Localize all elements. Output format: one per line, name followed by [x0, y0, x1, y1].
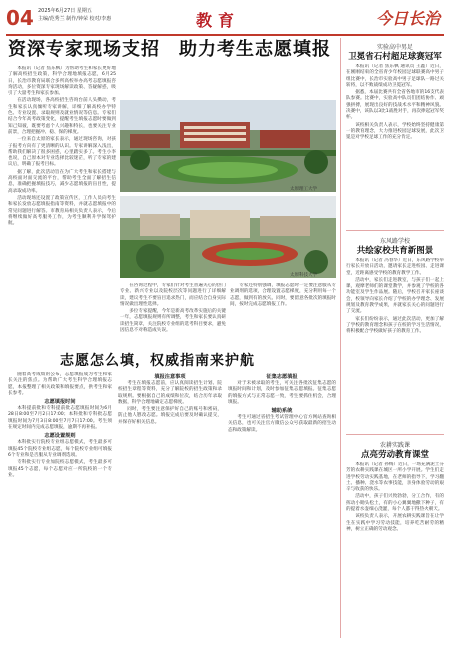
sidebar-paragraph: 该校相关负责人表示，学校始终坚持健康第一的教育理念，大力推进校园足球发展，此次卫冕是对学校足球工作的充分肯定。 [346, 122, 444, 141]
article1-paragraph: 在咨询过程中，专家们针对考生普遍关心的热门专业、新兴专业以及院校层次等问题进行了详细解读，建议考生不要盲目追求热门，而应结合自身实际情况做出理性选择。 [120, 283, 226, 307]
masthead-rule [6, 34, 444, 36]
article1-paragraph: 专家还特别强调，填报志愿时一定要注意服从专业调剂的选项，合理设置志愿梯度，充分利用每一个志愿，做到有的放矢。同时，要留意各批次的填报时间，按时完成志愿填报工作。 [230, 283, 336, 307]
sidebar-paragraph: 本报讯（记者 孙梅）近日，一场充满泥土芬芳的农耕实践课在城区一所小学开展。学生们走进学校劳动实践基地，在老师的指导下，学习翻土、播种、浇水等农事技能，亲身体验劳动的艰辛与收获的快乐。 [346, 462, 444, 493]
editor-line: 主编/范秀兰 制作/钟荣 校对/李惠 [38, 16, 112, 22]
article1-column2 [120, 283, 226, 339]
sidebar-kicker-3: 农耕实践课 [379, 442, 410, 449]
article2-intro: 随着高考成绩的公布，志愿填报成为考生和家长关注的焦点。为帮助广大考生科学合理填报志愿，本报整理了相关政策和填报要点，供考生和家长参考。 [8, 372, 112, 396]
sidebar-title-3: 点亮劳动教育课堂 [360, 450, 429, 460]
article1-column1 [8, 66, 116, 338]
newspaper-logo: 今日长治 [375, 9, 440, 28]
article2-column3 [228, 372, 336, 644]
sidebar-paragraph: 家长们纷纷表示，通过此次活动，更加了解了学校的教育理念和孩子在校的学习生活情况，将积极配合学校做好孩子的教育工作。 [346, 316, 444, 335]
article1-column3 [230, 283, 336, 339]
page-number: 04 [6, 6, 34, 30]
article1-paragraph: 活动现场还设置了政策宣传区，工作人员向考生和家长发放志愿填报指南等资料，并就志愿填报中的常见问题进行解答。市教育局相关负责人表示，今后将继续做好高考服务工作，为考生顺利升学保驾护航。 [8, 195, 116, 227]
article2-column1 [8, 372, 112, 644]
sidebar-article-1 [346, 64, 444, 226]
article1-paragraph: 在活动现场，各高校招生咨询台前人头攒动，考生和家长认真倾听专家讲解，详细了解高校办学特色、专业设置、录取规则及就业情况等信息。专家们结合今年高考政策变化，提醒考生填报志愿时要做到知己知彼，既要考虑个人兴趣和特长，也要关注专业前景，合理把握冲、稳、保的梯度。 [8, 98, 116, 135]
sidebar-paragraph: 本报讯（记者 焦东枫 通讯员 王鑫）近日，在刚刚结束的全省青少年校园足球联赛高中男子组比赛中，长治市实验高中男子足球队一路过关斩将，以不败战绩成功卫冕冠军。 [346, 64, 444, 88]
section-title: 教育 [196, 11, 241, 30]
sidebar-paragraph: 本报讯（记者 冯春华）近日，东风路学校举行家长开放日活动，邀请家长走进校园、走进课堂，近距离感受学校的教育教学工作。 [346, 258, 444, 276]
sidebar-article-3 [346, 462, 444, 644]
sidebar-separator [346, 230, 444, 231]
sidebar-paragraph: 据悉，本届比赛共有全省各地市的16支代表队参赛。比赛中，实验高中队员们团结协作、顽强拼搏，展现出良好的技战术水平和精神风貌。决赛中，该队以3比1战胜对手，再次捧起冠军奖杯。 [346, 90, 444, 121]
article1-paragraph: 据了解，此次活动旨在为广大考生和家长搭建与高校面对面交流的平台，帮助考生全面了解招生信息，准确把握填报技巧，减少志愿填报的盲目性，提高录取成功率。 [8, 169, 116, 194]
campus-photo-2 [120, 196, 336, 278]
article2-paragraph: 专科批实行专业加院校志愿模式，考生最多可填报45个志愿，每个志愿对应一所院校的一个专业。 [8, 460, 112, 478]
photo2-caption: 太原科技大学 [290, 273, 317, 278]
article1-paragraph: 一位来自太原的家长表示，通过现场咨询，对孩子报考方向有了更清晰的认识。专家讲解深入浅出，帮助我们解决了很多困惑，心里踏实多了。考生小李也说，自己原本对专业选择比较迷茫，听了专家的建议后，明确了报考目标。 [8, 137, 116, 168]
article2-paragraph: 考生在填报志愿前，应认真阅读招生计划、院校招生章程等资料，充分了解院校的招生政策和录取规则。要根据自己的成绩和位次，结合历年录取数据，科学合理地确定志愿梯度。 [118, 381, 222, 405]
masthead [6, 6, 444, 34]
sidebar-title-1: 卫冕省石村超足球赛冠军 [348, 52, 442, 62]
sidebar-rule [340, 38, 341, 638]
sidebar-title-2: 共绘家校共育新图景 [356, 246, 434, 256]
subheading: 志愿填报时间 [44, 399, 76, 406]
date-line: 2025年6月27日 星期五 [38, 8, 92, 14]
subheading: 填报注意事项 [154, 374, 186, 380]
article1-lead: 本报讯（记者 焦东枫）为帮助考生和家长更好地了解高校招生政策，科学合理地填报志愿，6月25日，长治市教育局联合多所高校举办高考志愿填报咨询活动，多位资深专家现场解读政策、答疑解惑，吸引了大量考生和家长参加。 [8, 66, 116, 97]
sidebar-separator [346, 434, 444, 435]
article2-paragraph: 本科提前批和专科提前批志愿填报时间为6月28日8:00至7月2日17:00；本科批和专科批志愿填报时间为7月3日8:00至7月7日17:00。考生须在规定时间内完成志愿填报，逾期不再补报。 [8, 406, 112, 431]
sidebar-kicker-1: 实验高中男足 [376, 44, 413, 51]
article2-paragraph: 本科批实行院校专业组志愿模式，考生最多可填报45个院校专业组志愿，每个院校专业组可填报6个专业和是否服从专业调剂选项。 [8, 440, 112, 458]
subheading: 志愿设置规则 [44, 433, 76, 440]
second-headline: 志愿怎么填，权威指南来护航 [60, 353, 255, 369]
sidebar-paragraph: 活动中，家长们走进教室，与孩子们一起上课，观摩老师们的课堂教学，并参观了学校的各功能室及学生作品展。随后，学校召开家长座谈会，校领导向家长介绍了学校的办学理念、发展规划及教育教学成果，并就家长关心的问题进行了交流。 [346, 277, 444, 315]
article1-paragraph: 多位专家提醒，今年是新高考改革实施后的关键一年，志愿填报规则有所调整，考生和家长要认真研读招生简章，关注院校专业组的选考科目要求，避免因信息不对称造成失误。 [120, 309, 226, 334]
sidebar-kicker-2: 东风路学校 [379, 238, 410, 245]
article2-paragraph: 同时，考生要注意保护好自己的账号和密码，防止他人篡改志愿。填报完成后要及时确认提交，并保存好相关信息。 [118, 407, 222, 425]
subheading: 辅助系统 [271, 408, 293, 415]
sidebar-paragraph: 该校负责人表示，开展农耕实践课旨在让学生在实践中学习劳动技能，培养吃苦耐劳的精神，树立正确的劳动观念。 [346, 514, 444, 532]
sidebar-article-2 [346, 258, 444, 430]
subheading: 征集志愿填报 [266, 374, 298, 380]
photo1-caption: 太原理工大学 [290, 187, 317, 192]
main-headline: 资深专家现场支招 助力考生志愿填报 [8, 39, 331, 60]
campus-photo-1 [120, 100, 336, 192]
sidebar-paragraph: 活动中，孩子们兴致勃勃，分工合作，有的挥动小锄头松土，有的小心翼翼地撒下种子，有的提着水壶细心浇灌，每个人都干得热火朝天。 [346, 494, 444, 513]
article2-paragraph: 对于未被录取的考生，可关注各批次征集志愿的填报时间和计划，及时参加征集志愿填报。征集志愿的填报方式与正常志愿一致，考生要抓住机会，合理填报。 [228, 381, 336, 405]
article2-column2 [118, 372, 222, 644]
article2-paragraph: 考生可通过省招生考试管理中心官方网站查询相关信息，也可关注官方微信公众号获取最新的招生动态和政策解读。 [228, 415, 336, 433]
